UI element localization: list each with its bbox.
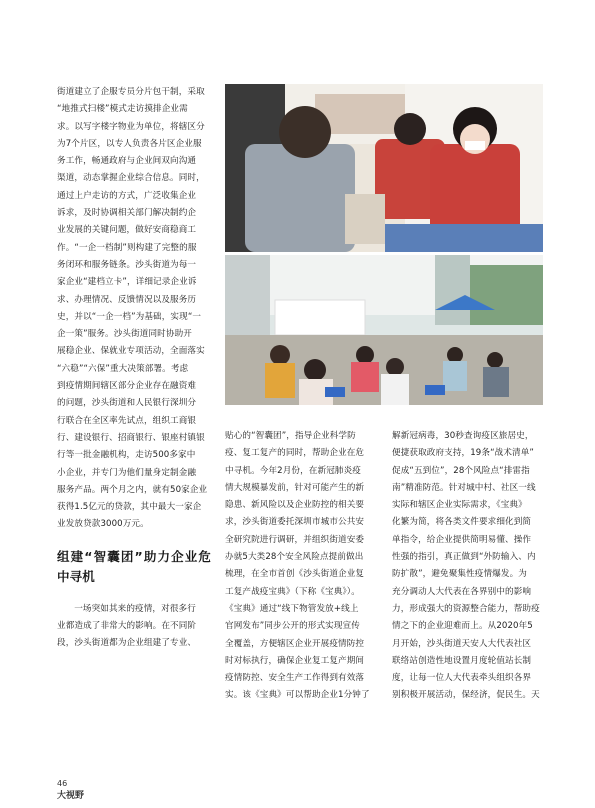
text-line: 疫、复工复产的同时，帮助企业在危 — [225, 448, 365, 459]
text-line: 展稳企业、保就业专项活动，全面落实 — [57, 346, 205, 357]
text-line: 业都造成了非常大的影响。在不同阶 — [57, 621, 197, 632]
text-line: 《宝典》通过“线下物管发放+线上 — [225, 603, 359, 614]
text-line: 为7个片区，以专人负责各片区企业服 — [57, 138, 202, 149]
text-line: 联络站创造性地设置月度轮值站长制 — [392, 655, 532, 666]
text-line: 月开始，沙头街道天安人大代表社区 — [392, 638, 532, 649]
text-line: 街道建立了企服专员分片包干制，采取 — [57, 87, 205, 97]
text-line: 渠道，动态掌握企业综合信息。同时， — [57, 173, 205, 184]
text-line: 服务产品。两个月之内，就有50家企业 — [57, 484, 208, 495]
text-line: “地推式扫楼”模式走访摸排企业需 — [57, 104, 188, 115]
text-line: 时对标执行，确保企业复工复产期间 — [225, 655, 365, 666]
text-line: 梳理，在全市首创《沙头街道企业复 — [225, 569, 365, 580]
text-line: 务闭环和服务链条。沙头街道为每一 — [57, 259, 197, 270]
text-line: 情之下的企业迎难而上。从2020年5 — [392, 621, 533, 632]
outdoor-event-photo-illustration — [225, 255, 543, 405]
text-line: 情大规模暴发前，针对可能产生的新 — [225, 482, 365, 493]
text-line: 家企业“建档立卡”，详细记录企业诉 — [57, 277, 197, 288]
text-line: 业发展的关键问题，做好安商稳商工 — [57, 225, 197, 236]
text-line: 获得1.5亿元的贷款，其中最大一家企 — [57, 502, 202, 513]
text-line: 中寻机。今年2月份，在新冠肺炎疫 — [225, 465, 361, 476]
text-line: 求，沙头街道委托深圳市城市公共安 — [225, 517, 365, 528]
text-line: 解新冠病毒，30秒查询疫区旅居史， — [392, 431, 534, 441]
text-line: 行等一批金融机构，走访500多家中 — [57, 450, 196, 461]
text-line: 性强的指引，真正做到“外防输入、内 — [392, 552, 536, 563]
text-line: 便捷获取政府支持，19条“战术清单” — [392, 448, 534, 459]
text-line: 行、建设银行、招商银行、银座村镇银 — [57, 432, 205, 443]
text-line: 段，沙头街道都为企业组建了专业、 — [57, 638, 197, 649]
text-line: 求、办理情况、反馈情况以及服务历 — [57, 294, 197, 305]
text-line: 小企业，并专门为他们量身定制金融 — [57, 467, 197, 478]
column-3 — [392, 428, 542, 705]
page-number: 46 — [57, 779, 68, 788]
magazine-logo: 大视野 — [57, 791, 85, 801]
text-line: 行联合在全区率先试点，组织工商银 — [57, 415, 197, 426]
text-line: 防扩散”，避免聚集性疫情爆发。为 — [392, 569, 527, 580]
text-line: 办就5大类28个安全风险点提前做出 — [225, 552, 364, 563]
text-line: 单指令，给企业提供简明易懂、操作 — [392, 534, 532, 545]
text-line: 实际和辖区企业实际需求，《宝典》 — [392, 500, 527, 511]
text-line: 诉求，及时协调相关部门解决制约企 — [57, 208, 197, 219]
text-line: 工复产战疫宝典》（下称《宝典》）。 — [225, 586, 360, 597]
text-line: 史，并以“一企一档”为基础，实现“一 — [57, 311, 202, 322]
text-line: 贴心的“智囊团”，指导企业科学防 — [225, 431, 356, 441]
text-line: 促成“五到位”，28个风险点“排雷指 — [392, 465, 530, 476]
section-heading: 组建“智囊团”助力企业危中寻机 — [57, 548, 211, 584]
text-line: 实。该《宝典》可以帮助企业1分钟了 — [225, 690, 370, 701]
column-2 — [225, 428, 379, 705]
text-line: 业发放贷款3000万元。 — [57, 519, 149, 530]
photo-outdoor-event — [225, 255, 543, 405]
text-line: 企一策”服务。沙头街道同时协助开 — [57, 329, 192, 340]
text-line: 通过上户走访的方式，广泛收集企业 — [57, 190, 197, 201]
text-line: 到疫情期间辖区部分企业存在融资难 — [57, 381, 197, 392]
text-line: 全覆盖，方便辖区企业开展疫情防控 — [225, 638, 365, 649]
photo-service-counter — [225, 84, 543, 252]
text-line: 求。以写字楼字物业为单位，将辖区分 — [57, 121, 205, 132]
text-line: “六稳”“六保”重大决策部署。考虑 — [57, 363, 189, 374]
service-counter-photo-illustration — [225, 84, 543, 252]
text-line: 力，形成强大的资源整合能力，帮助疫 — [392, 603, 540, 614]
text-line: 务工作，畅通政府与企业间双向沟通 — [57, 156, 197, 167]
text-line: 全研究院进行调研，并组织街道安委 — [225, 534, 365, 545]
column-1 — [57, 84, 211, 653]
text-line: 官网发布”同步公开的形式实现宣传 — [225, 621, 360, 632]
text-line: 的问题，沙头街道和人民银行深圳分 — [57, 398, 197, 409]
text-line: 充分调动人大代表在各界别中的影响 — [392, 586, 532, 597]
text-line: 南”精准防范。针对城中村、社区一线 — [392, 482, 536, 493]
text-line: 疫情防控、安全生产工作得到有效落 — [225, 673, 365, 684]
text-line: 一场突如其来的疫情，对很多行 — [74, 603, 196, 614]
text-line: 作。“一企一档制”则构建了完整的服 — [57, 242, 197, 253]
text-line: 别积极开展活动，保经济，促民生。天 — [392, 690, 540, 701]
text-line: 隐患、新风险以及企业防控的相关要 — [225, 500, 365, 511]
text-line: 度，让每一位人大代表牵头组织各界 — [392, 673, 532, 684]
text-line: 化繁为简，将各类文件要求细化到简 — [392, 517, 532, 528]
